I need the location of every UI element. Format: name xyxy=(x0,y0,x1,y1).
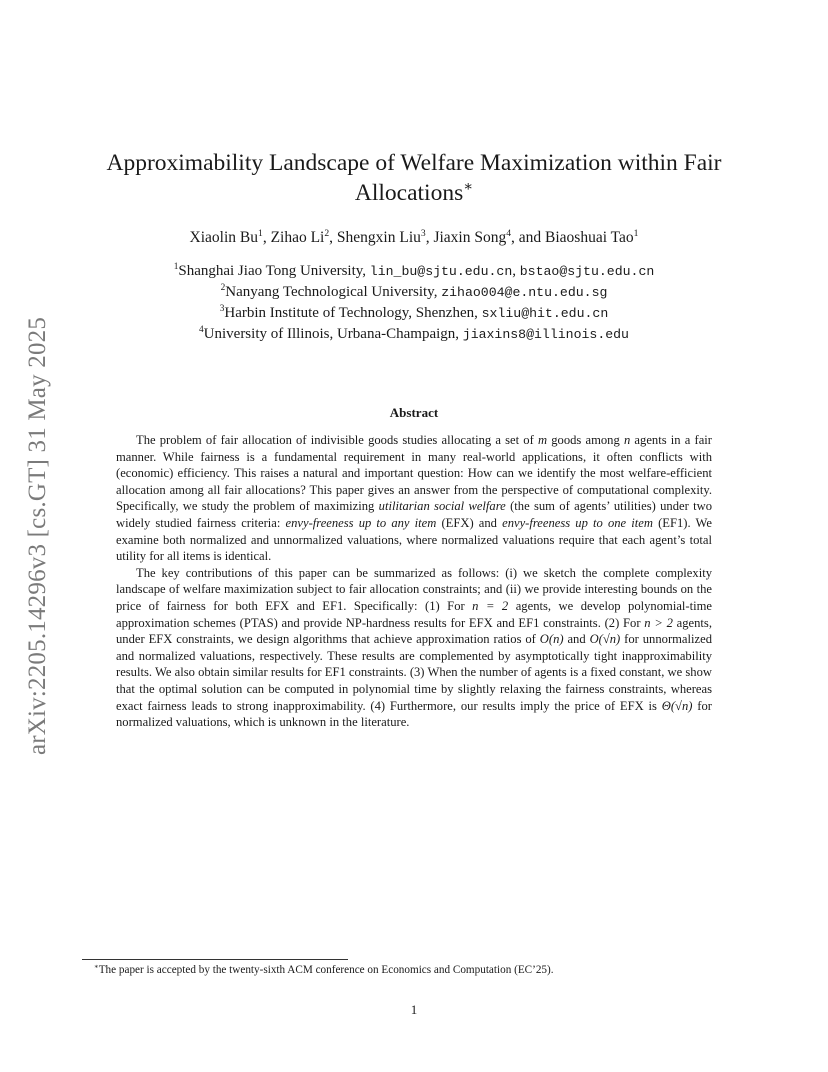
footnote xyxy=(94,963,734,977)
math-expression: Θ(√n) xyxy=(661,698,693,713)
email-link[interactable]: zihao004@e.ntu.edu.sg xyxy=(441,285,608,300)
author xyxy=(190,229,271,246)
abstract-text: agents, we develop polynomial-time approximation schemes (PTAS) and provide NP-hardness results for EFX and EF1 constraints. (2) For xyxy=(116,598,712,630)
page-number: 1 xyxy=(410,1002,418,1017)
footnote-mark: ∗ xyxy=(94,962,99,971)
abstract-paragraph-2 xyxy=(116,565,712,731)
affiliation xyxy=(90,261,738,282)
author xyxy=(433,229,545,246)
abstract-text: agents in a fair manner. While fairness is a fundamental requirement in many real-world applications, it often conflicts with (economic) efficiency. This raises a natural and important question: How can we identify the most welfare-efficient allocation among all fair allocations? This paper gives an answer from the perspective of computational complexity. Specifically, we study the problem of maximizing xyxy=(116,433,712,514)
author-separator: , and xyxy=(511,229,546,246)
emphasis-term: envy-freeness up to any item xyxy=(285,515,437,530)
title-line-2: Allocations xyxy=(354,180,464,206)
abstract-text: (EFX) and xyxy=(436,515,503,530)
author-affiliation-mark: 2 xyxy=(324,227,330,239)
author-affiliation-mark: 3 xyxy=(420,227,426,239)
author-separator: , xyxy=(262,229,271,246)
author-name: Biaoshuai Tao xyxy=(545,229,634,246)
affiliation-name: Shanghai Jiao Tong University, xyxy=(178,263,370,279)
math-variable: n xyxy=(623,433,631,447)
paper-title xyxy=(100,148,728,208)
author-affiliation-mark: 1 xyxy=(258,227,263,239)
arxiv-identifier-margin xyxy=(16,296,60,776)
author-affiliation-mark: 4 xyxy=(506,227,512,239)
footnote-divider xyxy=(82,959,348,960)
affiliation-name: University of Illinois, Urbana-Champaign, xyxy=(203,326,463,342)
author-list xyxy=(90,228,738,248)
email-link[interactable]: jiaxins8@illinois.edu xyxy=(462,327,629,342)
email-separator: , xyxy=(512,263,520,279)
affiliation-number: 2 xyxy=(220,283,226,293)
author-name: Shengxin Liu xyxy=(336,229,421,246)
affiliation-list xyxy=(90,261,738,345)
affiliation-number: 3 xyxy=(219,304,225,314)
affiliation xyxy=(90,282,738,303)
math-expression: O(n) xyxy=(539,632,564,647)
author-separator: , xyxy=(425,229,434,246)
email-link[interactable]: bstao@sjtu.edu.cn xyxy=(519,264,655,279)
affiliation xyxy=(90,324,738,345)
abstract-text: (the sum of agents’ utilities) under two widely studied fairness criteria: xyxy=(116,499,712,530)
abstract-text: (EF1). We examine both normalized and unnormalized valuations, where normalized valuations require that each agent’s total utility for all items is identical. xyxy=(116,515,712,564)
abstract-text: goods among xyxy=(547,433,624,447)
author-name: Xiaolin Bu xyxy=(189,229,259,246)
affiliation xyxy=(90,303,738,324)
author-name: Jiaxin Song xyxy=(433,229,507,246)
title-footnote-mark: ∗ xyxy=(463,179,474,196)
author-affiliation-mark: 1 xyxy=(633,227,639,239)
email-link[interactable]: sxliu@hit.edu.cn xyxy=(481,306,609,321)
math-expression: n > 2 xyxy=(644,615,673,630)
email-link[interactable]: lin_bu@sjtu.edu.cn xyxy=(369,264,513,279)
abstract-body xyxy=(116,432,712,731)
affiliation-name: Nanyang Technological University, xyxy=(225,284,442,300)
abstract-text: and xyxy=(563,632,590,647)
title-line-1: Approximability Landscape of Welfare Maximization within Fair xyxy=(106,150,722,176)
math-expression: n = 2 xyxy=(472,598,509,613)
abstract-text: for normalized valuations, which is unknown in the literature. xyxy=(116,698,712,730)
author-separator: , xyxy=(329,229,337,246)
emphasis-term: envy-freeness up to one item xyxy=(502,515,653,530)
author xyxy=(271,229,337,246)
abstract-text: for unnormalized and normalized valuations, respectively. These results are complemented by asymptotically tight inapproximability results. We also obtain similar results for EF1 constraints. (3) When the number of agents is a fixed constant, we show that the optimal solution can be computed in polynomial time by slightly relaxing the fairness constraints, whereas exact fairness leads to strong inapproximability. (4) Furthermore, our results imply the price of EFX is xyxy=(116,632,712,713)
emphasis-term: utilitarian social welfare xyxy=(378,499,506,514)
footnote-text: The paper is accepted by the twenty-sixth ACM conference on Economics and Computation (EC’25). xyxy=(98,964,554,976)
abstract-text: The problem of fair allocation of indivisible goods studies allocating a set of xyxy=(136,433,538,447)
affiliation-name: Harbin Institute of Technology, Shenzhen, xyxy=(224,305,482,321)
author-name: Zihao Li xyxy=(270,229,325,246)
affiliation-number: 4 xyxy=(199,325,204,335)
affiliation-number: 1 xyxy=(173,262,179,272)
arxiv-identifier: arXiv:2205.14296v3 [cs.GT] 31 May 2025 xyxy=(24,316,51,756)
math-expression: O(√n) xyxy=(589,632,621,647)
author xyxy=(337,229,434,246)
abstract-heading: Abstract xyxy=(389,405,439,420)
math-variable: m xyxy=(537,433,548,447)
abstract-paragraph-1 xyxy=(116,432,712,565)
abstract-text: agents, under EFX constraints, we design algorithms that achieve approximation ratios of xyxy=(116,615,712,647)
abstract-text: The key contributions of this paper can be summarized as follows: (i) we sketch the complete complexity landscape of welfare maximization subject to fair allocation constraints; and (ii) we provide interesting bounds on the price of fairness for both EFX and EF1. Specifically: (1) For xyxy=(116,565,712,613)
author xyxy=(545,229,638,246)
